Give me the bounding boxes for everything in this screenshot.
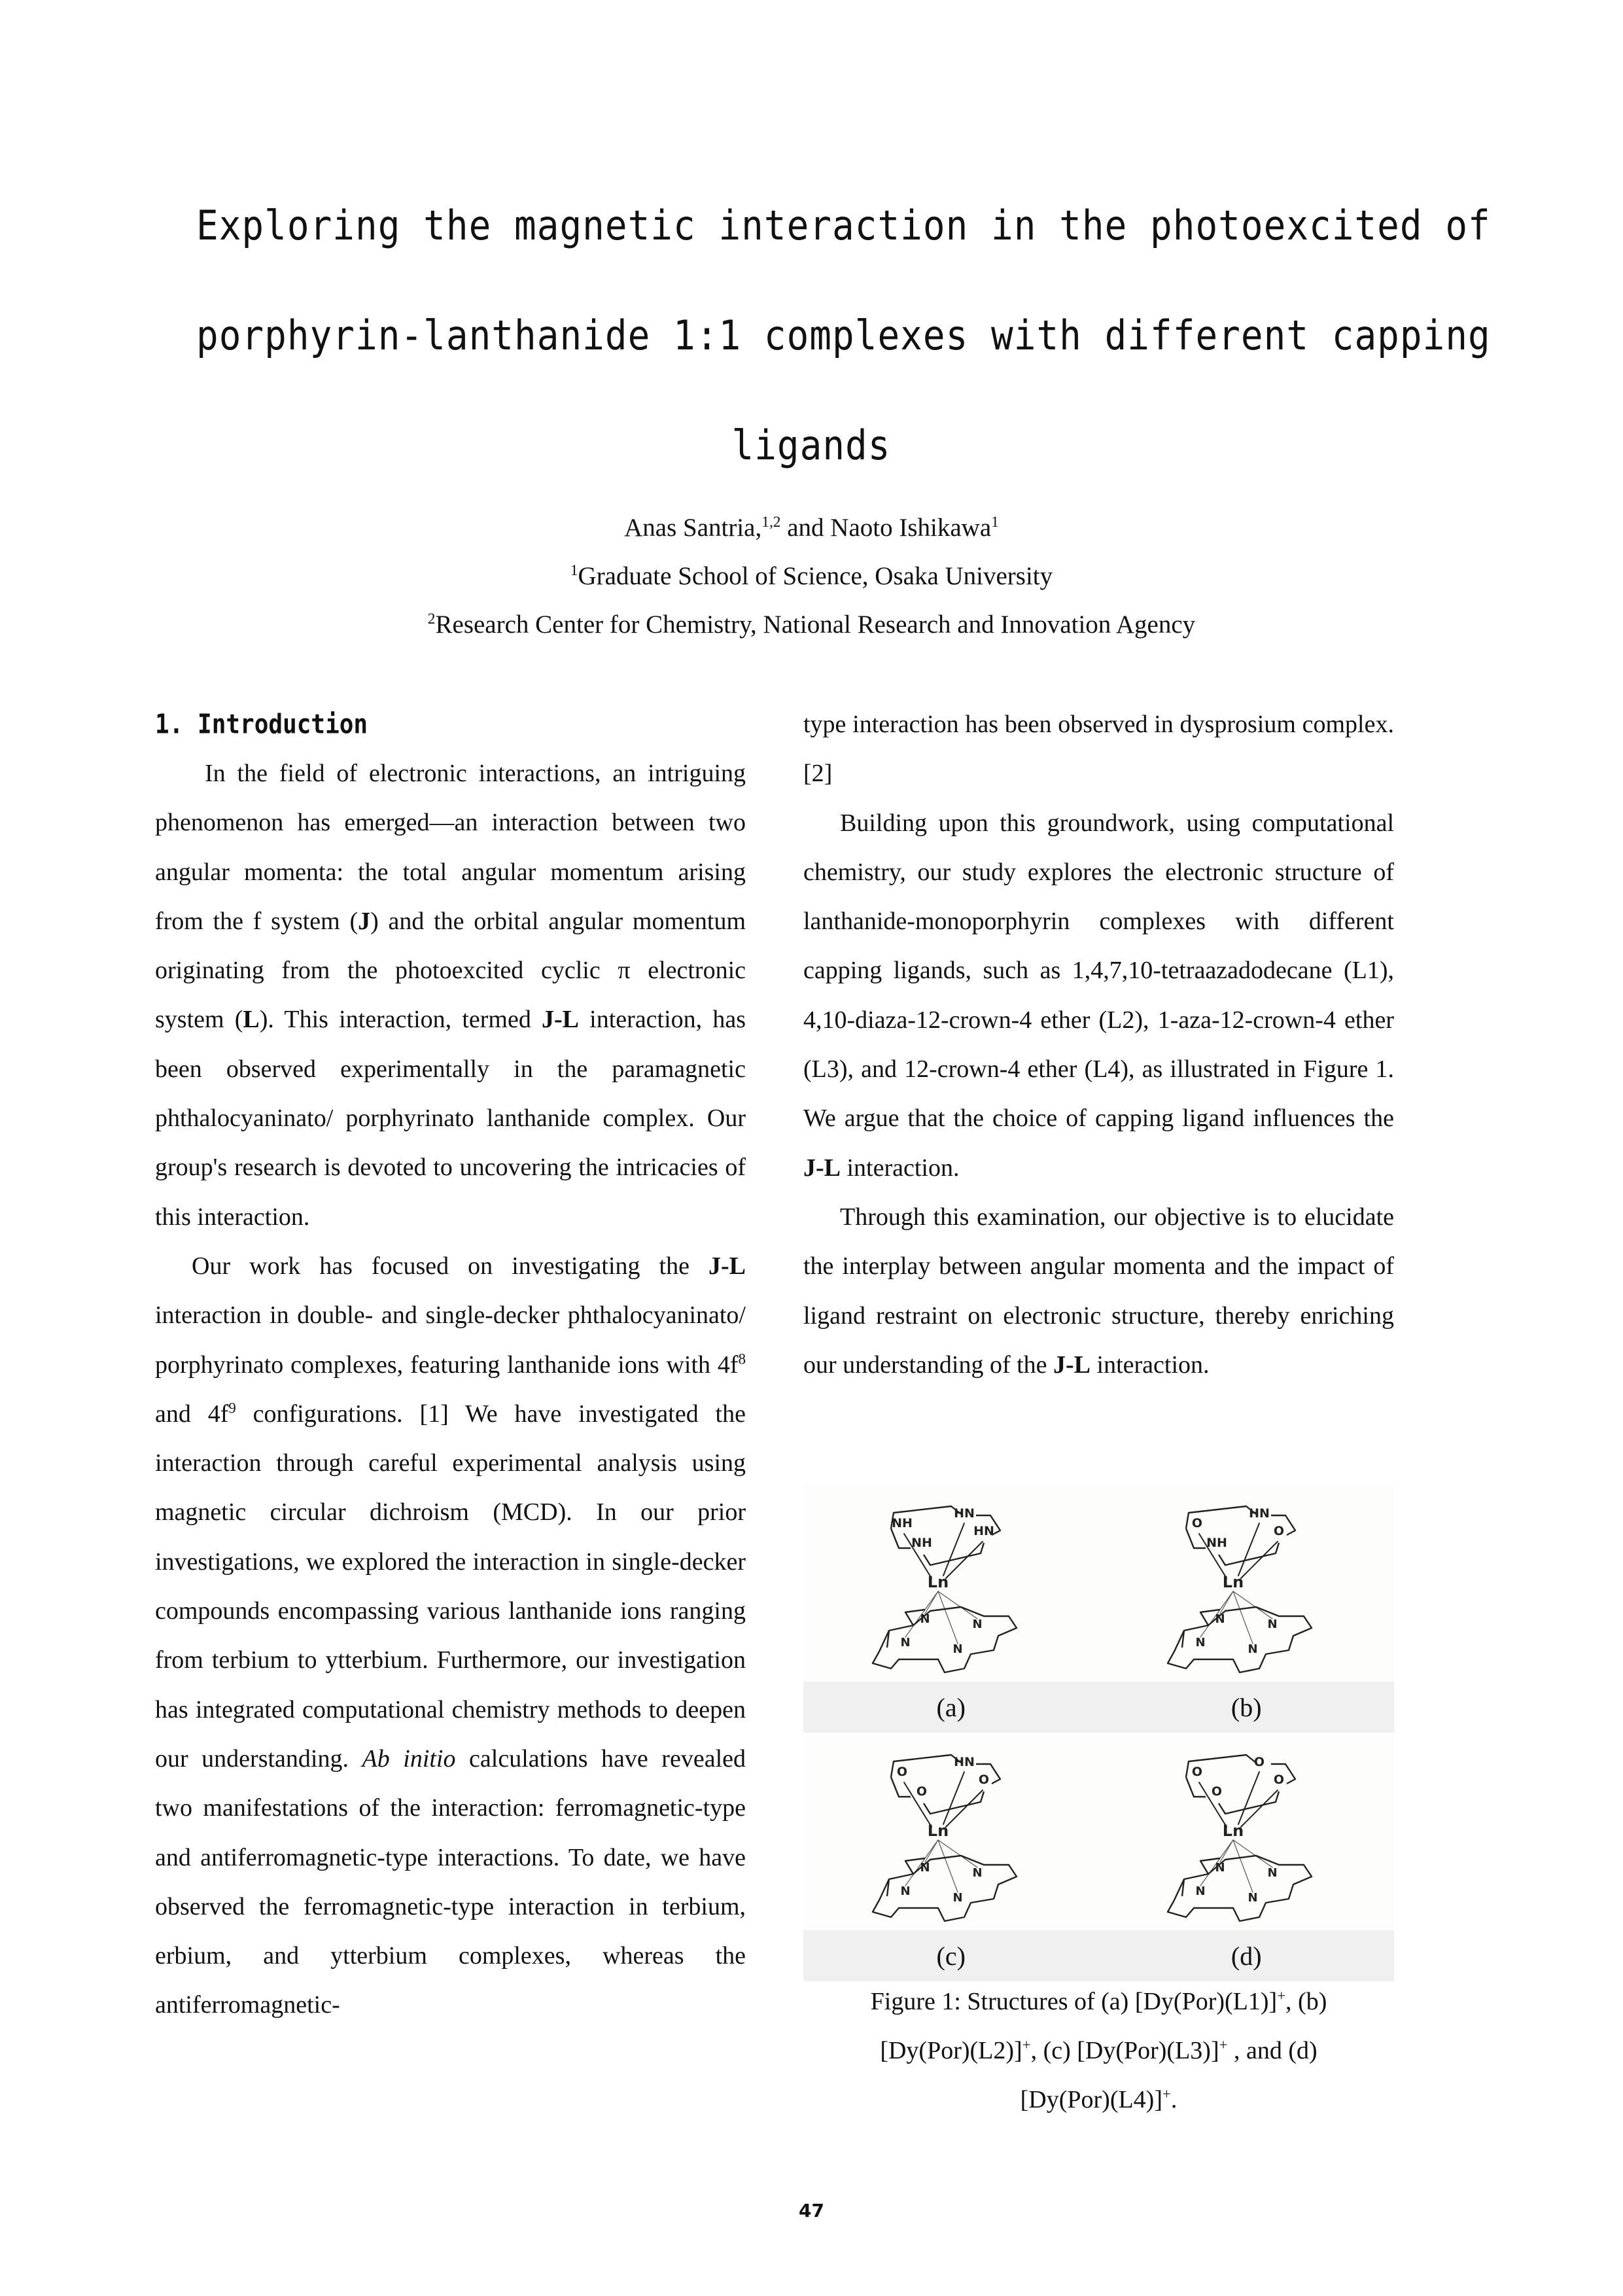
text-run: [Dy(Por)(L4)] bbox=[1020, 2086, 1162, 2113]
panel-label: (b) bbox=[1099, 1682, 1395, 1733]
molecule-structure-c bbox=[853, 1737, 1049, 1926]
figure-1 bbox=[803, 1484, 1394, 1981]
affiliation-mark: 1 bbox=[991, 514, 999, 531]
italic-term: Ab initio bbox=[362, 1744, 456, 1773]
porphyrin-nitrogen-label: N bbox=[1267, 1617, 1278, 1631]
text-run: In the field of electronic interactions, an intriguing phenomenon has emerged—an interaction between two angular momenta: the total angular momentum arising from the f system ( bbox=[155, 760, 746, 935]
structure-image-b bbox=[1099, 1484, 1395, 1682]
affiliation-mark: 1 bbox=[570, 562, 578, 579]
title-line: porphyrin-lanthanide 1:1 complexes with different capping bbox=[196, 312, 1491, 360]
figure-caption bbox=[803, 1977, 1394, 2125]
symbol-J-L: J-L bbox=[708, 1252, 746, 1280]
donor-atom-label: HN bbox=[953, 1755, 975, 1769]
panel-label: (a) bbox=[803, 1682, 1099, 1733]
author-name: Anas Santria, bbox=[624, 514, 762, 542]
porphyrin-nitrogen-label: N bbox=[900, 1884, 911, 1898]
macrocycle-bond bbox=[891, 1528, 911, 1548]
donor-atom-label: HN bbox=[1249, 1506, 1270, 1521]
macrocycle-bond bbox=[924, 1543, 984, 1565]
author-block bbox=[0, 504, 1623, 649]
metal-n-interaction bbox=[938, 1591, 977, 1619]
caption-line bbox=[803, 2075, 1394, 2125]
text-run: configurations. [1] We have investigated the interaction through careful experimental analysis using magnetic circular dichroism (MCD). In our prior investigations, we explored the interaction in single-decker compounds encompassing various lanthanide ions ranging from terbium to ytterbium. Furthermore, our investigation has integrated computational chemistry methods to deepen our understanding. bbox=[155, 1400, 746, 1773]
structure-image-d bbox=[1099, 1733, 1395, 1930]
author-name: and Naoto Ishikawa bbox=[780, 514, 992, 542]
porphyrin-nitrogen-label: N bbox=[1215, 1861, 1225, 1875]
donor-atom-label: O bbox=[1274, 1773, 1285, 1787]
porphyrin-nitrogen-label: N bbox=[920, 1612, 930, 1626]
donor-atom-label: O bbox=[978, 1773, 989, 1787]
text-run: , (b) bbox=[1285, 1988, 1327, 2015]
porphyrin-nitrogen-label: N bbox=[1195, 1884, 1206, 1898]
title-line: Exploring the magnetic interaction in the photoexcited of bbox=[196, 202, 1491, 250]
text-run: interaction. bbox=[841, 1154, 960, 1182]
metal-n-interaction bbox=[938, 1840, 958, 1892]
porphyrin-ring bbox=[873, 1607, 1017, 1672]
macrocycle-bond bbox=[924, 1792, 984, 1814]
symbol-J-L: J-L bbox=[1053, 1351, 1091, 1379]
caption-line bbox=[803, 1977, 1394, 2026]
coordination-bond bbox=[1238, 1772, 1259, 1824]
metal-n-interaction bbox=[1233, 1591, 1253, 1644]
donor-atom-label: HN bbox=[953, 1506, 975, 1521]
porphyrin-nitrogen-label: N bbox=[1215, 1612, 1225, 1626]
coordination-bond bbox=[943, 1523, 964, 1576]
symbol-J-L: J-L bbox=[542, 1006, 579, 1034]
text-run: Building upon this groundwork, using computational chemistry, our study explores the electronic structure of lanthanide-monoporphyrin complexes with different capping ligands, such as 1,4,7,10-tetraazadodecane (L1), 4,10-diaza-12-crown-4 ether (L2), 1-aza-12-crown-4 ether (L3), and 12-crown-4 ether (L4), as illustrated in Figure 1. We argue that the choice of capping ligand influences the bbox=[803, 809, 1394, 1133]
metal-n-interaction bbox=[1233, 1840, 1272, 1867]
molecule-structure-b bbox=[1148, 1488, 1344, 1678]
text-run: ) and the orbital angular momentum originating from the photoexcited cyclic π electronic system ( bbox=[155, 907, 746, 1034]
metal-label: Ln bbox=[1223, 1822, 1244, 1840]
metal-label: Ln bbox=[1223, 1573, 1244, 1591]
donor-atom-label: NH bbox=[1206, 1536, 1228, 1550]
donor-atom-label: O bbox=[916, 1784, 927, 1799]
panel-label: (c) bbox=[803, 1930, 1099, 1981]
porphyrin-nitrogen-label: N bbox=[952, 1891, 963, 1905]
porphyrin-ring bbox=[1168, 1856, 1312, 1921]
superscript: 8 bbox=[738, 1350, 746, 1367]
panel-label: (d) bbox=[1099, 1930, 1395, 1981]
coordination-bond bbox=[943, 1772, 964, 1824]
paragraph bbox=[803, 799, 1394, 1193]
porphyrin-nitrogen-label: N bbox=[1267, 1866, 1278, 1880]
paragraph: type interaction has been observed in dysprosium complex.[2] bbox=[803, 711, 1394, 788]
molecule-structure-a bbox=[853, 1488, 1049, 1678]
symbol-J-L: J-L bbox=[803, 1154, 841, 1182]
text-run: Our work has focused on investigating the bbox=[192, 1252, 708, 1280]
title-line: ligands bbox=[731, 422, 891, 470]
metal-n-interaction bbox=[1233, 1840, 1253, 1892]
text-run: , (c) [Dy(Por)(L3)] bbox=[1030, 2037, 1219, 2064]
donor-atom-label: O bbox=[1192, 1765, 1203, 1779]
text-run: Through this examination, our objective is to elucidate the interplay between angular momenta and the impact of ligand restraint on electronic structure, thereby enriching our understanding of the bbox=[803, 1203, 1394, 1379]
right-column bbox=[803, 700, 1394, 1390]
affiliation bbox=[0, 601, 1623, 649]
structure-image-c bbox=[803, 1733, 1099, 1930]
metal-label: Ln bbox=[927, 1573, 949, 1591]
affiliation-text: Graduate School of Science, Osaka University bbox=[578, 562, 1053, 590]
affiliation bbox=[0, 552, 1623, 601]
superscript: + bbox=[1277, 1987, 1286, 2004]
text-run: , and (d) bbox=[1227, 2037, 1318, 2064]
porphyrin-nitrogen-label: N bbox=[1195, 1636, 1206, 1650]
donor-atom-label: O bbox=[1274, 1524, 1285, 1538]
text-run: calculations have revealed two manifestations of the interaction: ferromagnetic-type and antiferromagnetic-type interactions. To date, we have observed the ferromagnetic-type interaction in terbium, erbium, and ytterbium complexes, whereas the antiferromagnetic- bbox=[155, 1744, 746, 2019]
metal-n-interaction bbox=[938, 1591, 958, 1644]
donor-atom-label: NH bbox=[911, 1536, 932, 1550]
text-run: interaction. bbox=[1091, 1351, 1210, 1379]
text-run: interaction, has been observed experimentally in the paramagnetic phthalocyaninato/ porphyrinato lanthanide complex. Our group's research is devoted to uncovering the intricacies of this interaction. bbox=[155, 1006, 746, 1231]
macrocycle-bond bbox=[1186, 1528, 1206, 1548]
text-run: and 4f bbox=[155, 1400, 229, 1428]
text-run: Figure 1: Structures of (a) [Dy(Por)(L1)] bbox=[870, 1988, 1278, 2015]
porphyrin-nitrogen-label: N bbox=[952, 1642, 963, 1656]
author-line bbox=[0, 504, 1623, 552]
donor-atom-label: O bbox=[1254, 1755, 1265, 1769]
structure-image-a bbox=[803, 1484, 1099, 1682]
donor-atom-label: NH bbox=[891, 1516, 913, 1530]
donor-atom-label: O bbox=[1192, 1516, 1203, 1530]
porphyrin-nitrogen-label: N bbox=[920, 1861, 930, 1875]
symbol-L: L bbox=[243, 1006, 260, 1034]
superscript: + bbox=[1219, 2036, 1228, 2053]
donor-atom-label: O bbox=[896, 1765, 907, 1779]
affiliation-text: Research Center for Chemistry, National Research and Innovation Agency bbox=[435, 610, 1196, 639]
paper-title bbox=[196, 171, 1491, 501]
symbol-J: J bbox=[358, 907, 371, 935]
affiliation-mark: 1,2 bbox=[761, 514, 781, 531]
macrocycle-bond bbox=[1219, 1543, 1279, 1565]
text-run: ). This interaction, termed bbox=[259, 1006, 542, 1034]
paragraph bbox=[155, 749, 746, 1242]
text-run: interaction in double- and single-decker phthalocyaninato/ porphyrinato complexes, featuring lanthanide ions with 4f bbox=[155, 1301, 746, 1379]
text-run: [Dy(Por)(L2)] bbox=[880, 2037, 1022, 2064]
porphyrin-nitrogen-label: N bbox=[900, 1636, 911, 1650]
porphyrin-ring bbox=[873, 1856, 1017, 1921]
page-number: 47 bbox=[799, 2200, 824, 2221]
superscript: 9 bbox=[228, 1400, 236, 1417]
paragraph bbox=[803, 1193, 1394, 1390]
coordination-bond bbox=[1238, 1523, 1259, 1576]
metal-n-interaction bbox=[1233, 1591, 1272, 1619]
porphyrin-nitrogen-label: N bbox=[972, 1866, 983, 1880]
superscript: + bbox=[1022, 2036, 1031, 2053]
metal-n-interaction bbox=[938, 1840, 977, 1867]
molecule-structure-d bbox=[1148, 1737, 1344, 1926]
paragraph bbox=[155, 1242, 746, 2030]
porphyrin-nitrogen-label: N bbox=[1248, 1642, 1258, 1656]
macrocycle-bond bbox=[1186, 1777, 1206, 1797]
metal-label: Ln bbox=[927, 1822, 949, 1840]
macrocycle-bond bbox=[1219, 1792, 1279, 1814]
text-run: . bbox=[1170, 2086, 1178, 2113]
porphyrin-ring bbox=[1168, 1607, 1312, 1672]
donor-atom-label: O bbox=[1212, 1784, 1223, 1799]
donor-atom-label: HN bbox=[973, 1524, 994, 1538]
affiliation-mark: 2 bbox=[427, 610, 436, 627]
section-heading: 1. Introduction bbox=[155, 709, 368, 741]
caption-line bbox=[803, 2026, 1394, 2075]
porphyrin-nitrogen-label: N bbox=[1248, 1891, 1258, 1905]
superscript: + bbox=[1162, 2085, 1171, 2102]
left-column bbox=[155, 700, 746, 2030]
macrocycle-bond bbox=[891, 1777, 911, 1797]
porphyrin-nitrogen-label: N bbox=[972, 1617, 983, 1631]
